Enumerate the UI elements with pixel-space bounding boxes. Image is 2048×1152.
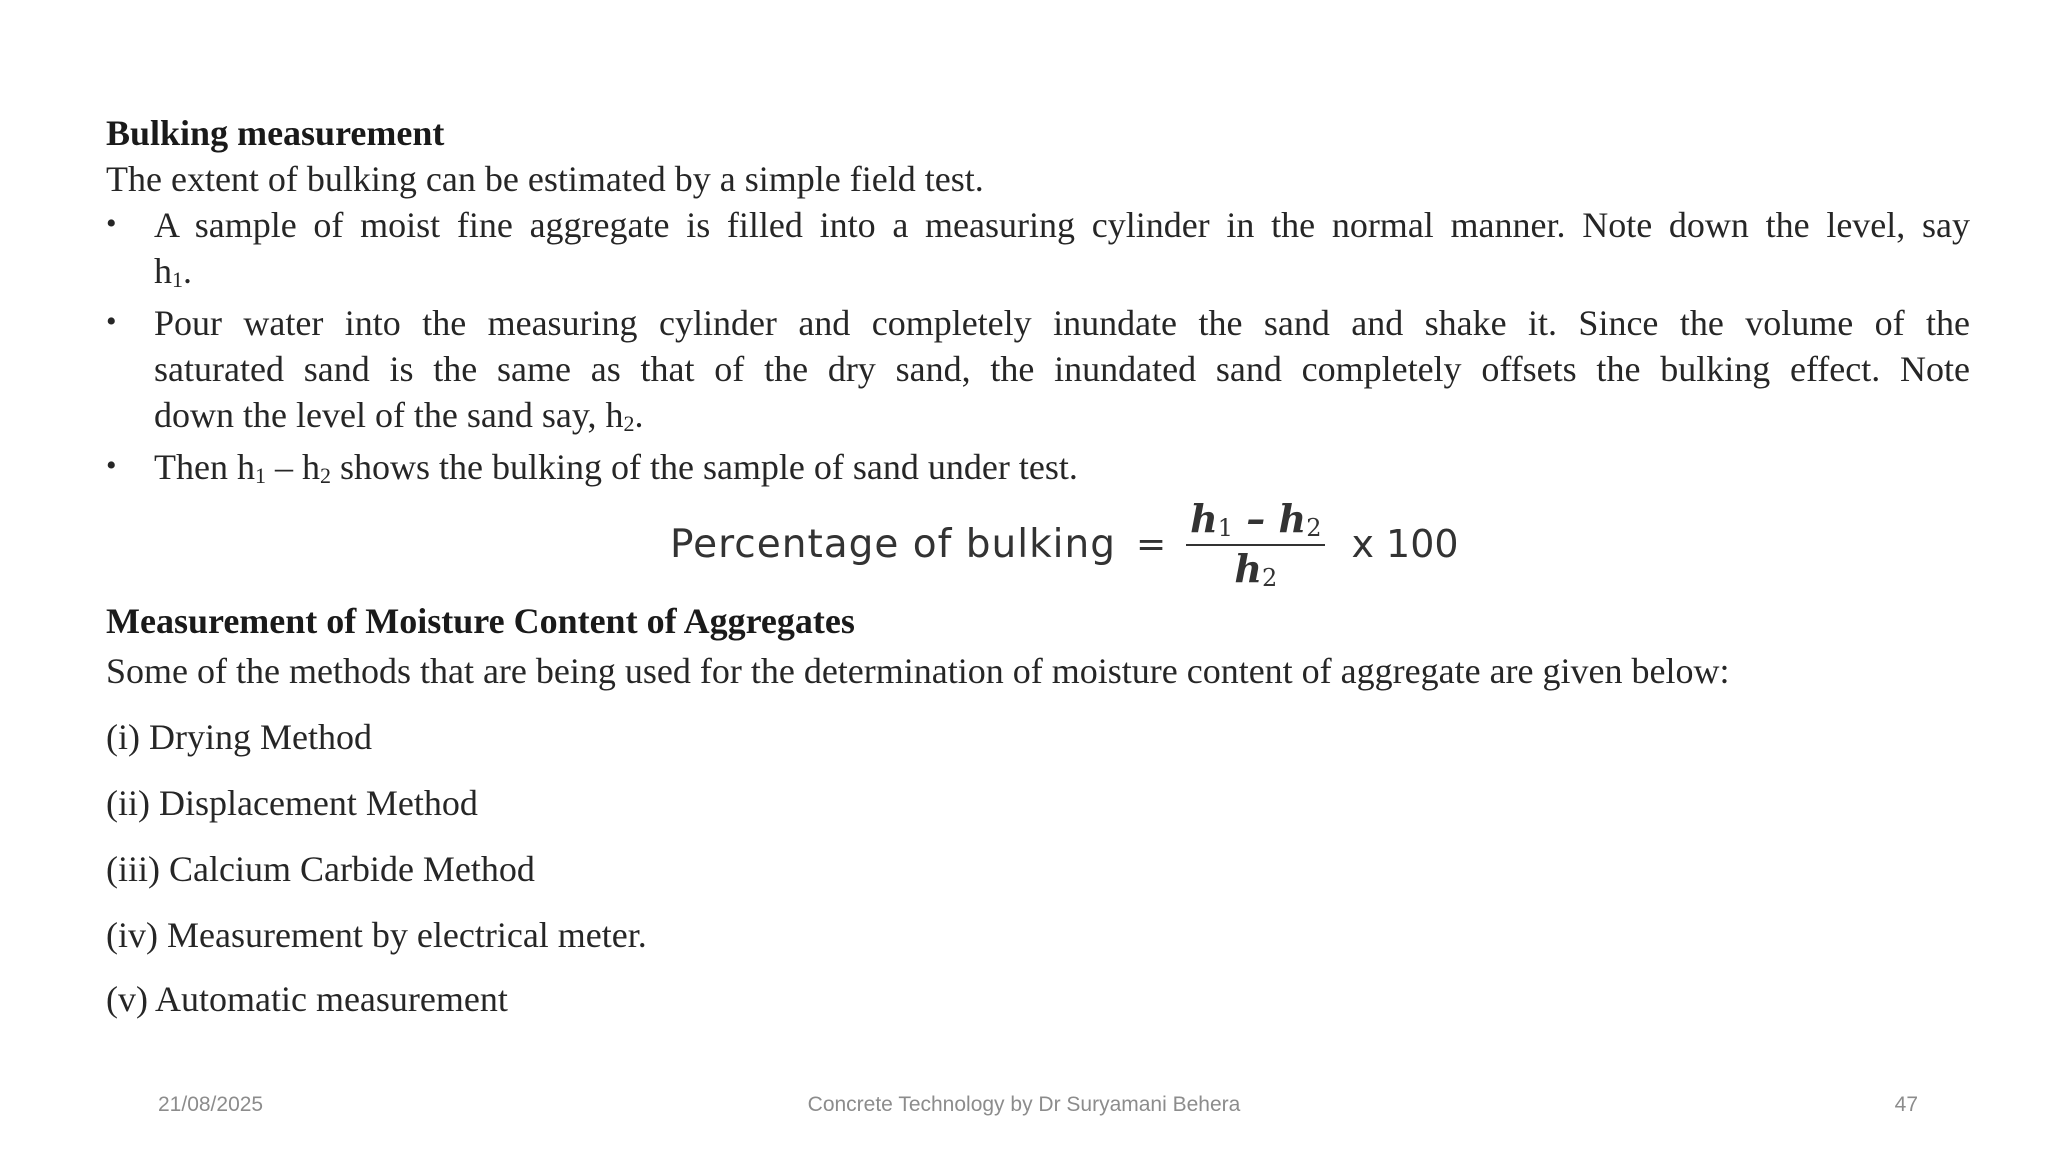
- text: – h: [265, 447, 320, 487]
- footer-date: 21/08/2025: [158, 1093, 264, 1116]
- section-heading-bulking: Bulking measurement: [106, 113, 445, 153]
- footer-title: Concrete Technology by Dr Suryamani Behera: [807, 1093, 1241, 1116]
- subscript: 2: [1306, 514, 1322, 542]
- bullet-text: [154, 444, 1970, 490]
- bullet-item: [106, 202, 1970, 294]
- subscript: 2: [319, 463, 331, 488]
- fraction-numerator: [1186, 498, 1325, 546]
- bulking-formula: [106, 494, 1970, 594]
- bullet-dot-icon: •: [106, 449, 117, 482]
- text: shows the bulking of the sample of sand under test.: [330, 447, 1078, 487]
- method-item: (v) Automatic measurement: [106, 979, 508, 1019]
- subscript: 2: [623, 411, 635, 436]
- slide-number: 47: [1894, 1093, 1918, 1116]
- subscript: 1: [172, 267, 183, 292]
- equals-sign: =: [1135, 523, 1167, 565]
- bullet-item: [106, 444, 1970, 490]
- bullet-text: saturated sand is the same as that of the dry sand, the inundated sand completely offsets the bulking effect. Note: [154, 349, 1970, 389]
- methods-list: [106, 714, 1970, 1022]
- moisture-intro: Some of the methods that are being used for the determination of moisture content of aggregate are given below:: [106, 651, 1730, 691]
- section-heading-moisture: Measurement of Moisture Content of Aggregates: [106, 601, 855, 641]
- bullet-text-end: [154, 248, 1970, 294]
- formula-label: Percentage of bulking: [670, 521, 1116, 567]
- bullet-dot-icon: •: [106, 305, 117, 338]
- formula-fraction: [1186, 498, 1325, 590]
- punctuation: .: [634, 395, 644, 435]
- method-item: (iv) Measurement by electrical meter.: [106, 915, 647, 955]
- subscript: 1: [254, 463, 266, 488]
- fraction-denominator: [1234, 546, 1277, 590]
- var-h: h: [1278, 496, 1307, 541]
- var-h: h: [1234, 546, 1262, 591]
- bullet-text-end: [154, 392, 1970, 438]
- method-item: (ii) Displacement Method: [106, 783, 478, 823]
- formula-multiplier: x 100: [1351, 522, 1459, 566]
- bullet-item: [106, 300, 1970, 438]
- subscript: 1: [1217, 514, 1234, 542]
- bulking-intro: The extent of bulking can be estimated by a simple field test.: [106, 159, 984, 199]
- bullet-text: Pour water into the measuring cylinder and completely inundate the sand and shake it. Since the volume of the: [154, 303, 1970, 343]
- bullet-text: down the level of the sand say, h: [154, 395, 624, 435]
- variable: h: [154, 251, 172, 291]
- text: Then h: [154, 447, 255, 487]
- bullet-text: A sample of moist fine aggregate is filled into a measuring cylinder in the normal manner. Note down the level, say: [154, 205, 1970, 245]
- method-item: (iii) Calcium Carbide Method: [106, 849, 535, 889]
- minus-sign: –: [1233, 496, 1279, 541]
- slide-content: [106, 110, 1970, 1022]
- formula-body: [670, 494, 1459, 594]
- punctuation: .: [183, 251, 192, 291]
- var-h: h: [1190, 496, 1218, 541]
- bulking-steps-list: [106, 202, 1970, 490]
- method-item: (i) Drying Method: [106, 717, 372, 757]
- bullet-dot-icon: •: [106, 207, 117, 240]
- subscript: 2: [1261, 564, 1278, 592]
